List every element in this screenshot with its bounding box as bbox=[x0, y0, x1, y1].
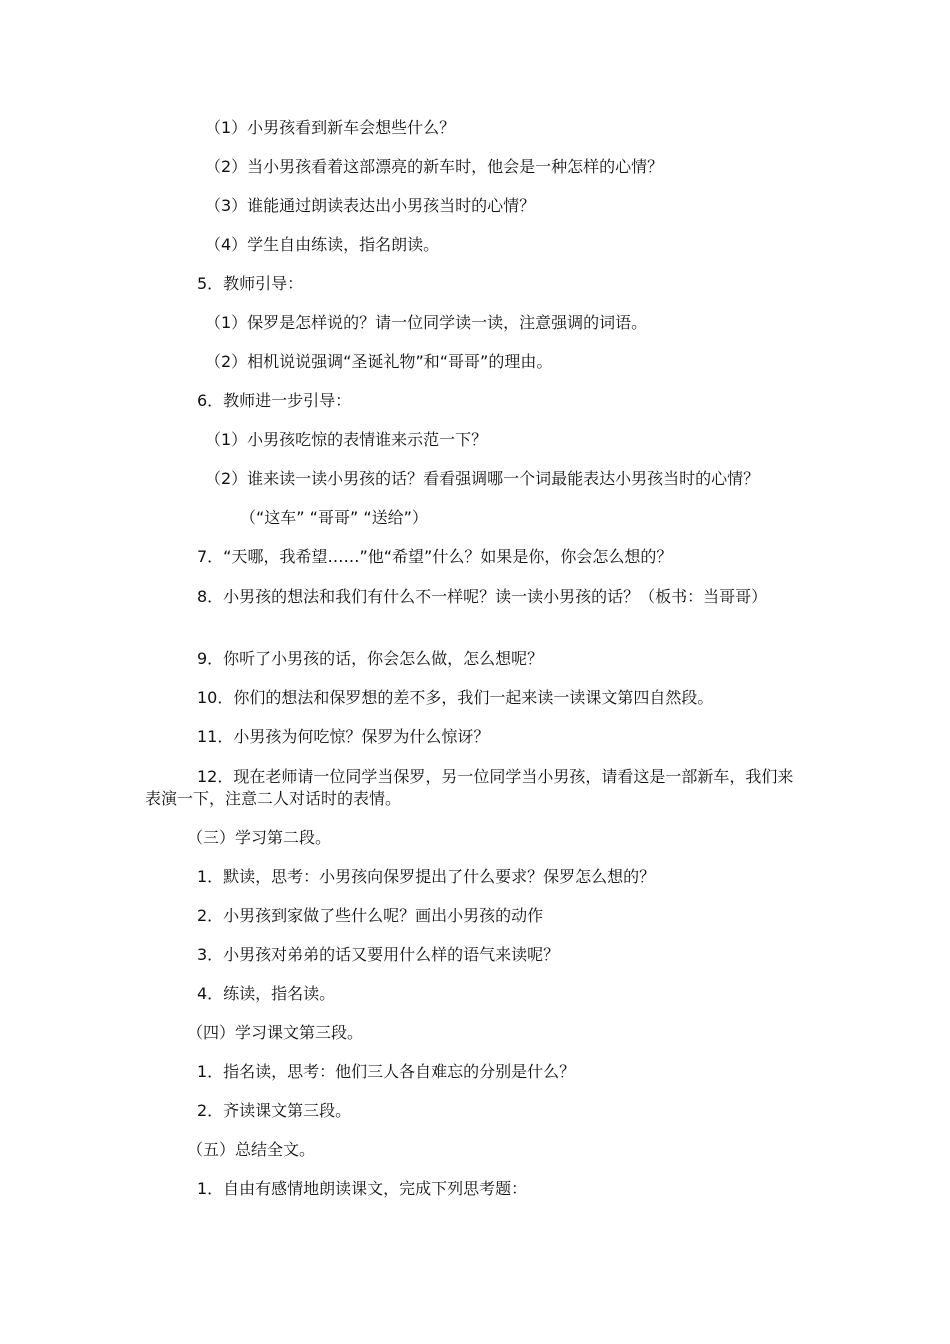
text-line: 1．指名读，思考：他们三人各自难忘的分别是什么？ bbox=[197, 1062, 576, 1081]
text-line: 2．小男孩到家做了些什么呢？画出小男孩的动作 bbox=[197, 906, 544, 925]
text-line: 5．教师引导： bbox=[197, 274, 304, 293]
text-line: （1）小男孩吃惊的表情谁来示范一下？ bbox=[205, 430, 488, 449]
text-line: 1．自由有感情地朗读课文，完成下列思考题： bbox=[197, 1179, 528, 1198]
text-line: 6．教师进一步引导： bbox=[197, 391, 352, 410]
text-line: （2）当小男孩看着这部漂亮的新车时，他会是一种怎样的心情？ bbox=[205, 157, 664, 176]
text-line: 1．默读，思考：小男孩向保罗提出了什么要求？保罗怎么想的？ bbox=[197, 867, 656, 886]
text-line: （1）保罗是怎样说的？请一位同学读一读，注意强调的词语。 bbox=[205, 313, 648, 332]
section-heading: （五）总结全文。 bbox=[187, 1140, 316, 1159]
text-line: 7．“天哪，我希望……”他“希望”什么？如果是你，你会怎么想的？ bbox=[197, 547, 673, 566]
text-paragraph: 12．现在老师请一位同学当保罗，另一位同学当小男孩，请看这是一部新车，我们来表演一下，注意二人对话时的表情。 bbox=[145, 767, 794, 808]
text-line: （2）相机说说强调“圣诞礼物”和“哥哥”的理由。 bbox=[205, 352, 553, 371]
text-line: （4）学生自由练读，指名朗读。 bbox=[205, 235, 440, 254]
text-line: （3）谁能通过朗读表达出小男孩当时的心情？ bbox=[205, 196, 536, 215]
text-paragraph: 8．小男孩的想法和我们有什么不一样呢？读一读小男孩的话？（板书：当哥哥） bbox=[197, 587, 768, 606]
section-heading: （三）学习第二段。 bbox=[187, 828, 332, 847]
text-line: 3．小男孩对弟弟的话又要用什么样的语气来读呢？ bbox=[197, 945, 560, 964]
section-heading: （四）学习课文第三段。 bbox=[187, 1023, 364, 1042]
text-line: 10．你们的想法和保罗想的差不多，我们一起来读一读课文第四自然段。 bbox=[197, 688, 714, 707]
text-line: （1）小男孩看到新车会想些什么？ bbox=[205, 118, 456, 137]
text-line: （2）谁来读一读小男孩的话？看看强调哪一个词最能表达小男孩当时的心情？ bbox=[205, 469, 760, 488]
text-line: 4．练读，指名读。 bbox=[197, 984, 336, 1003]
text-line: 9．你听了小男孩的话，你会怎么做，怎么想呢？ bbox=[197, 649, 544, 668]
text-line: 11．小男孩为何吃惊？保罗为什么惊讶？ bbox=[197, 727, 490, 746]
text-line: （“这车” “哥哥” “送给”） bbox=[240, 508, 428, 527]
text-line: 2．齐读课文第三段。 bbox=[197, 1101, 352, 1120]
